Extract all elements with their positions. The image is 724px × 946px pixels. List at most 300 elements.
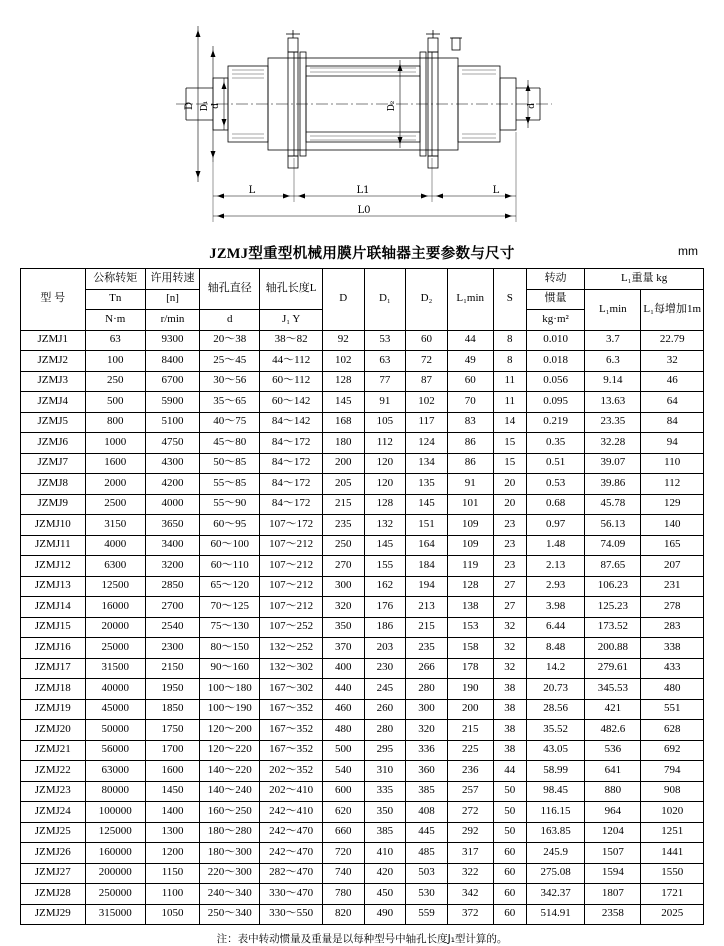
cell-model: JZMJ15 — [21, 617, 86, 638]
dim-label-d-right: d — [527, 103, 537, 109]
cell-tn: 25000 — [85, 638, 145, 659]
cell-D: 460 — [322, 699, 364, 720]
cell-l: 202～410 — [260, 781, 322, 802]
cell-w1: 421 — [585, 699, 641, 720]
cell-w1: 23.35 — [585, 412, 641, 433]
cell-l: 84～142 — [260, 412, 322, 433]
cell-tn: 1600 — [85, 453, 145, 474]
cell-d: 220～300 — [200, 863, 260, 884]
cell-l: 38～82 — [260, 330, 322, 351]
cell-l: 242～470 — [260, 822, 322, 843]
cell-w1: 345.53 — [585, 679, 641, 700]
cell-n: 9300 — [145, 330, 199, 351]
cell-I: 2.13 — [526, 556, 584, 577]
cell-model: JZMJ29 — [21, 904, 86, 925]
cell-D2: 117 — [406, 412, 448, 433]
cell-I: 14.2 — [526, 658, 584, 679]
cell-tn: 4000 — [85, 535, 145, 556]
cell-D1: 230 — [364, 658, 406, 679]
cell-L1: 44 — [447, 330, 493, 351]
cell-l: 330～470 — [260, 884, 322, 905]
table-row — [21, 822, 704, 843]
table-row — [21, 392, 704, 413]
cell-D: 235 — [322, 515, 364, 536]
table-row — [21, 617, 704, 638]
cell-model: JZMJ3 — [21, 371, 86, 392]
cell-w2: 2025 — [641, 904, 704, 925]
cell-D2: 360 — [406, 761, 448, 782]
cell-n: 2850 — [145, 576, 199, 597]
cell-D: 720 — [322, 843, 364, 864]
cell-l: 242～470 — [260, 843, 322, 864]
cell-D: 480 — [322, 720, 364, 741]
cell-d: 75～130 — [200, 617, 260, 638]
cell-D: 370 — [322, 638, 364, 659]
table-row — [21, 638, 704, 659]
cell-D1: 120 — [364, 453, 406, 474]
cell-tn: 200000 — [85, 863, 145, 884]
cell-tn: 100000 — [85, 802, 145, 823]
cell-tn: 12500 — [85, 576, 145, 597]
cell-L1: 225 — [447, 740, 493, 761]
cell-L1: 83 — [447, 412, 493, 433]
cell-D2: 336 — [406, 740, 448, 761]
cell-tn: 31500 — [85, 658, 145, 679]
cell-D2: 503 — [406, 863, 448, 884]
cell-d: 250～340 — [200, 904, 260, 925]
cell-L1: 236 — [447, 761, 493, 782]
th-D2: D₂ — [406, 269, 448, 331]
cell-L1: 215 — [447, 720, 493, 741]
cell-D: 205 — [322, 474, 364, 495]
cell-D: 300 — [322, 576, 364, 597]
cell-S: 11 — [493, 392, 526, 413]
cell-S: 32 — [493, 638, 526, 659]
cell-n: 3650 — [145, 515, 199, 536]
cell-D: 168 — [322, 412, 364, 433]
cell-tn: 63 — [85, 330, 145, 351]
cell-w1: 641 — [585, 761, 641, 782]
cell-I: 0.010 — [526, 330, 584, 351]
cell-l: 167～302 — [260, 679, 322, 700]
cell-D1: 63 — [364, 351, 406, 372]
cell-S: 38 — [493, 720, 526, 741]
cell-n: 1200 — [145, 843, 199, 864]
cell-I: 20.73 — [526, 679, 584, 700]
cell-n: 1100 — [145, 884, 199, 905]
cell-I: 6.44 — [526, 617, 584, 638]
cell-model: JZMJ6 — [21, 433, 86, 454]
cell-S: 14 — [493, 412, 526, 433]
cell-L1: 109 — [447, 515, 493, 536]
cell-L1: 138 — [447, 597, 493, 618]
cell-L1: 60 — [447, 371, 493, 392]
cell-D1: 260 — [364, 699, 406, 720]
cell-S: 60 — [493, 843, 526, 864]
cell-n: 4750 — [145, 433, 199, 454]
cell-D1: 162 — [364, 576, 406, 597]
cell-d: 100～190 — [200, 699, 260, 720]
cell-n: 1400 — [145, 802, 199, 823]
cell-D2: 102 — [406, 392, 448, 413]
cell-D2: 530 — [406, 884, 448, 905]
cell-S: 23 — [493, 515, 526, 536]
cell-n: 1150 — [145, 863, 199, 884]
cell-n: 2700 — [145, 597, 199, 618]
cell-w2: 283 — [641, 617, 704, 638]
coupling-drawing — [0, 0, 724, 238]
cell-model: JZMJ17 — [21, 658, 86, 679]
cell-w1: 9.14 — [585, 371, 641, 392]
table-row — [21, 351, 704, 372]
cell-L1: 86 — [447, 453, 493, 474]
cell-w1: 482.6 — [585, 720, 641, 741]
cell-D1: 112 — [364, 433, 406, 454]
cell-n: 6700 — [145, 371, 199, 392]
cell-D1: 385 — [364, 822, 406, 843]
cell-D1: 176 — [364, 597, 406, 618]
cell-L1: 86 — [447, 433, 493, 454]
cell-D: 350 — [322, 617, 364, 638]
cell-w2: 480 — [641, 679, 704, 700]
cell-n: 1600 — [145, 761, 199, 782]
cell-D2: 408 — [406, 802, 448, 823]
cell-w2: 231 — [641, 576, 704, 597]
cell-d: 30～56 — [200, 371, 260, 392]
cell-model: JZMJ20 — [21, 720, 86, 741]
cell-D2: 194 — [406, 576, 448, 597]
cell-D1: 91 — [364, 392, 406, 413]
cell-tn: 6300 — [85, 556, 145, 577]
dim-label-L0: L0 — [357, 205, 371, 216]
cell-D: 620 — [322, 802, 364, 823]
cell-d: 180～300 — [200, 843, 260, 864]
cell-w1: 2358 — [585, 904, 641, 925]
cell-w1: 200.88 — [585, 638, 641, 659]
table-row — [21, 802, 704, 823]
th-torque-2: Tn — [85, 289, 145, 310]
th-bore-diameter: 轴孔直径 — [200, 269, 260, 310]
cell-S: 32 — [493, 658, 526, 679]
cell-D2: 385 — [406, 781, 448, 802]
cell-D1: 350 — [364, 802, 406, 823]
table-row — [21, 904, 704, 925]
cell-S: 20 — [493, 494, 526, 515]
cell-D1: 132 — [364, 515, 406, 536]
cell-d: 120～220 — [200, 740, 260, 761]
table-row — [21, 843, 704, 864]
cell-D2: 164 — [406, 535, 448, 556]
cell-D2: 445 — [406, 822, 448, 843]
title-row — [0, 238, 724, 268]
cell-I: 275.08 — [526, 863, 584, 884]
cell-d: 80～150 — [200, 638, 260, 659]
cell-D2: 151 — [406, 515, 448, 536]
cell-tn: 250 — [85, 371, 145, 392]
unit-label: mm — [678, 244, 698, 258]
cell-model: JZMJ24 — [21, 802, 86, 823]
cell-l: 44～112 — [260, 351, 322, 372]
cell-model: JZMJ19 — [21, 699, 86, 720]
cell-model: JZMJ18 — [21, 679, 86, 700]
table-row — [21, 556, 704, 577]
cell-S: 60 — [493, 863, 526, 884]
cell-tn: 315000 — [85, 904, 145, 925]
cell-S: 44 — [493, 761, 526, 782]
cell-d: 70～125 — [200, 597, 260, 618]
cell-I: 514.91 — [526, 904, 584, 925]
cell-D2: 60 — [406, 330, 448, 351]
cell-w2: 140 — [641, 515, 704, 536]
cell-D: 215 — [322, 494, 364, 515]
cell-model: JZMJ16 — [21, 638, 86, 659]
cell-S: 60 — [493, 904, 526, 925]
table-row — [21, 679, 704, 700]
cell-w2: 551 — [641, 699, 704, 720]
cell-model: JZMJ26 — [21, 843, 86, 864]
cell-w1: 279.61 — [585, 658, 641, 679]
th-speed-2: [n] — [145, 289, 199, 310]
cell-L1: 272 — [447, 802, 493, 823]
cell-tn: 2500 — [85, 494, 145, 515]
cell-I: 0.056 — [526, 371, 584, 392]
cell-w2: 628 — [641, 720, 704, 741]
cell-D1: 490 — [364, 904, 406, 925]
cell-D2: 145 — [406, 494, 448, 515]
cell-S: 15 — [493, 453, 526, 474]
cell-w2: 110 — [641, 453, 704, 474]
cell-d: 90～160 — [200, 658, 260, 679]
th-weight-add: L₁每增加1m — [641, 289, 704, 330]
cell-w2: 908 — [641, 781, 704, 802]
cell-I: 2.93 — [526, 576, 584, 597]
cell-n: 2300 — [145, 638, 199, 659]
cell-D: 102 — [322, 351, 364, 372]
cell-d: 35～65 — [200, 392, 260, 413]
cell-model: JZMJ27 — [21, 863, 86, 884]
cell-L1: 190 — [447, 679, 493, 700]
cell-n: 1300 — [145, 822, 199, 843]
cell-D1: 335 — [364, 781, 406, 802]
cell-l: 132～302 — [260, 658, 322, 679]
cell-D1: 295 — [364, 740, 406, 761]
cell-w1: 1204 — [585, 822, 641, 843]
cell-D: 600 — [322, 781, 364, 802]
cell-D1: 186 — [364, 617, 406, 638]
cell-model: JZMJ10 — [21, 515, 86, 536]
cell-S: 23 — [493, 535, 526, 556]
cell-w2: 1550 — [641, 863, 704, 884]
cell-L1: 342 — [447, 884, 493, 905]
cell-S: 15 — [493, 433, 526, 454]
th-S: S — [493, 269, 526, 331]
cell-d: 180～280 — [200, 822, 260, 843]
table-row — [21, 720, 704, 741]
cell-tn: 100 — [85, 351, 145, 372]
cell-w1: 106.23 — [585, 576, 641, 597]
cell-S: 11 — [493, 371, 526, 392]
cell-model: JZMJ1 — [21, 330, 86, 351]
cell-d: 60～95 — [200, 515, 260, 536]
cell-l: 84～172 — [260, 453, 322, 474]
cell-d: 100～180 — [200, 679, 260, 700]
cell-I: 163.85 — [526, 822, 584, 843]
th-bore-d: d — [200, 310, 260, 331]
cell-I: 0.095 — [526, 392, 584, 413]
cell-w1: 6.3 — [585, 351, 641, 372]
cell-tn: 45000 — [85, 699, 145, 720]
cell-tn: 125000 — [85, 822, 145, 843]
cell-w2: 794 — [641, 761, 704, 782]
cell-n: 1950 — [145, 679, 199, 700]
table-row — [21, 474, 704, 495]
cell-n: 5100 — [145, 412, 199, 433]
cell-L1: 91 — [447, 474, 493, 495]
cell-D2: 300 — [406, 699, 448, 720]
cell-l: 107～212 — [260, 556, 322, 577]
cell-n: 4300 — [145, 453, 199, 474]
cell-w2: 1020 — [641, 802, 704, 823]
cell-I: 35.52 — [526, 720, 584, 741]
cell-D1: 280 — [364, 720, 406, 741]
cell-L1: 200 — [447, 699, 493, 720]
cell-w2: 112 — [641, 474, 704, 495]
th-inertia-2: 惯量 — [526, 289, 584, 310]
cell-l: 330～550 — [260, 904, 322, 925]
table-header-row-1 — [21, 269, 704, 290]
cell-w2: 1721 — [641, 884, 704, 905]
page-title: JZMJ型重型机械用膜片联轴器主要参数与尺寸 — [209, 246, 515, 262]
cell-l: 107～212 — [260, 535, 322, 556]
cell-w1: 125.23 — [585, 597, 641, 618]
th-bore-length: 轴孔长度L — [260, 269, 322, 310]
cell-d: 140～220 — [200, 761, 260, 782]
cell-model: JZMJ2 — [21, 351, 86, 372]
cell-w1: 56.13 — [585, 515, 641, 536]
cell-D2: 213 — [406, 597, 448, 618]
table-row — [21, 781, 704, 802]
cell-D: 145 — [322, 392, 364, 413]
th-torque-1: 公称转矩 — [85, 269, 145, 290]
table-row — [21, 515, 704, 536]
cell-l: 167～352 — [260, 720, 322, 741]
cell-I: 1.48 — [526, 535, 584, 556]
cell-w1: 87.65 — [585, 556, 641, 577]
cell-D1: 155 — [364, 556, 406, 577]
cell-I: 0.51 — [526, 453, 584, 474]
dim-label-D2: D₂ — [387, 100, 397, 112]
cell-d: 25～45 — [200, 351, 260, 372]
cell-w2: 433 — [641, 658, 704, 679]
cell-I: 43.05 — [526, 740, 584, 761]
cell-D2: 215 — [406, 617, 448, 638]
cell-D: 270 — [322, 556, 364, 577]
cell-model: JZMJ28 — [21, 884, 86, 905]
cell-n: 1700 — [145, 740, 199, 761]
cell-d: 140～240 — [200, 781, 260, 802]
cell-w2: 1441 — [641, 843, 704, 864]
table-row — [21, 740, 704, 761]
cell-tn: 2000 — [85, 474, 145, 495]
cell-S: 8 — [493, 351, 526, 372]
cell-d: 120～200 — [200, 720, 260, 741]
cell-model: JZMJ13 — [21, 576, 86, 597]
cell-L1: 153 — [447, 617, 493, 638]
cell-I: 8.48 — [526, 638, 584, 659]
cell-I: 58.99 — [526, 761, 584, 782]
cell-w1: 964 — [585, 802, 641, 823]
cell-I: 0.219 — [526, 412, 584, 433]
cell-L1: 317 — [447, 843, 493, 864]
cell-D2: 184 — [406, 556, 448, 577]
cell-I: 98.45 — [526, 781, 584, 802]
cell-D2: 320 — [406, 720, 448, 741]
cell-l: 282～470 — [260, 863, 322, 884]
table-row — [21, 761, 704, 782]
cell-w2: 84 — [641, 412, 704, 433]
cell-w1: 45.78 — [585, 494, 641, 515]
cell-D1: 310 — [364, 761, 406, 782]
cell-l: 84～172 — [260, 433, 322, 454]
cell-D: 780 — [322, 884, 364, 905]
cell-n: 1850 — [145, 699, 199, 720]
cell-model: JZMJ21 — [21, 740, 86, 761]
cell-S: 60 — [493, 884, 526, 905]
cell-w1: 1594 — [585, 863, 641, 884]
cell-model: JZMJ5 — [21, 412, 86, 433]
cell-l: 60～112 — [260, 371, 322, 392]
cell-L1: 49 — [447, 351, 493, 372]
cell-D: 820 — [322, 904, 364, 925]
cell-D: 500 — [322, 740, 364, 761]
cell-w1: 32.28 — [585, 433, 641, 454]
cell-I: 245.9 — [526, 843, 584, 864]
cell-l: 84～172 — [260, 494, 322, 515]
cell-tn: 3150 — [85, 515, 145, 536]
cell-S: 50 — [493, 822, 526, 843]
cell-I: 28.56 — [526, 699, 584, 720]
cell-I: 0.97 — [526, 515, 584, 536]
cell-l: 132～252 — [260, 638, 322, 659]
cell-l: 60～142 — [260, 392, 322, 413]
th-weight-group: L₁重量 kg — [585, 269, 704, 290]
cell-n: 3400 — [145, 535, 199, 556]
cell-D1: 410 — [364, 843, 406, 864]
cell-model: JZMJ4 — [21, 392, 86, 413]
cell-w2: 22.79 — [641, 330, 704, 351]
cell-D: 440 — [322, 679, 364, 700]
cell-S: 38 — [493, 679, 526, 700]
cell-S: 38 — [493, 699, 526, 720]
cell-d: 65～120 — [200, 576, 260, 597]
cell-D: 740 — [322, 863, 364, 884]
cell-L1: 119 — [447, 556, 493, 577]
cell-L1: 372 — [447, 904, 493, 925]
cell-S: 20 — [493, 474, 526, 495]
cell-D1: 128 — [364, 494, 406, 515]
cell-S: 38 — [493, 740, 526, 761]
cell-tn: 50000 — [85, 720, 145, 741]
table-row — [21, 699, 704, 720]
cell-tn: 40000 — [85, 679, 145, 700]
cell-w2: 338 — [641, 638, 704, 659]
cell-w2: 207 — [641, 556, 704, 577]
cell-tn: 250000 — [85, 884, 145, 905]
cell-model: JZMJ22 — [21, 761, 86, 782]
cell-D2: 280 — [406, 679, 448, 700]
cell-D1: 420 — [364, 863, 406, 884]
cell-n: 1050 — [145, 904, 199, 925]
